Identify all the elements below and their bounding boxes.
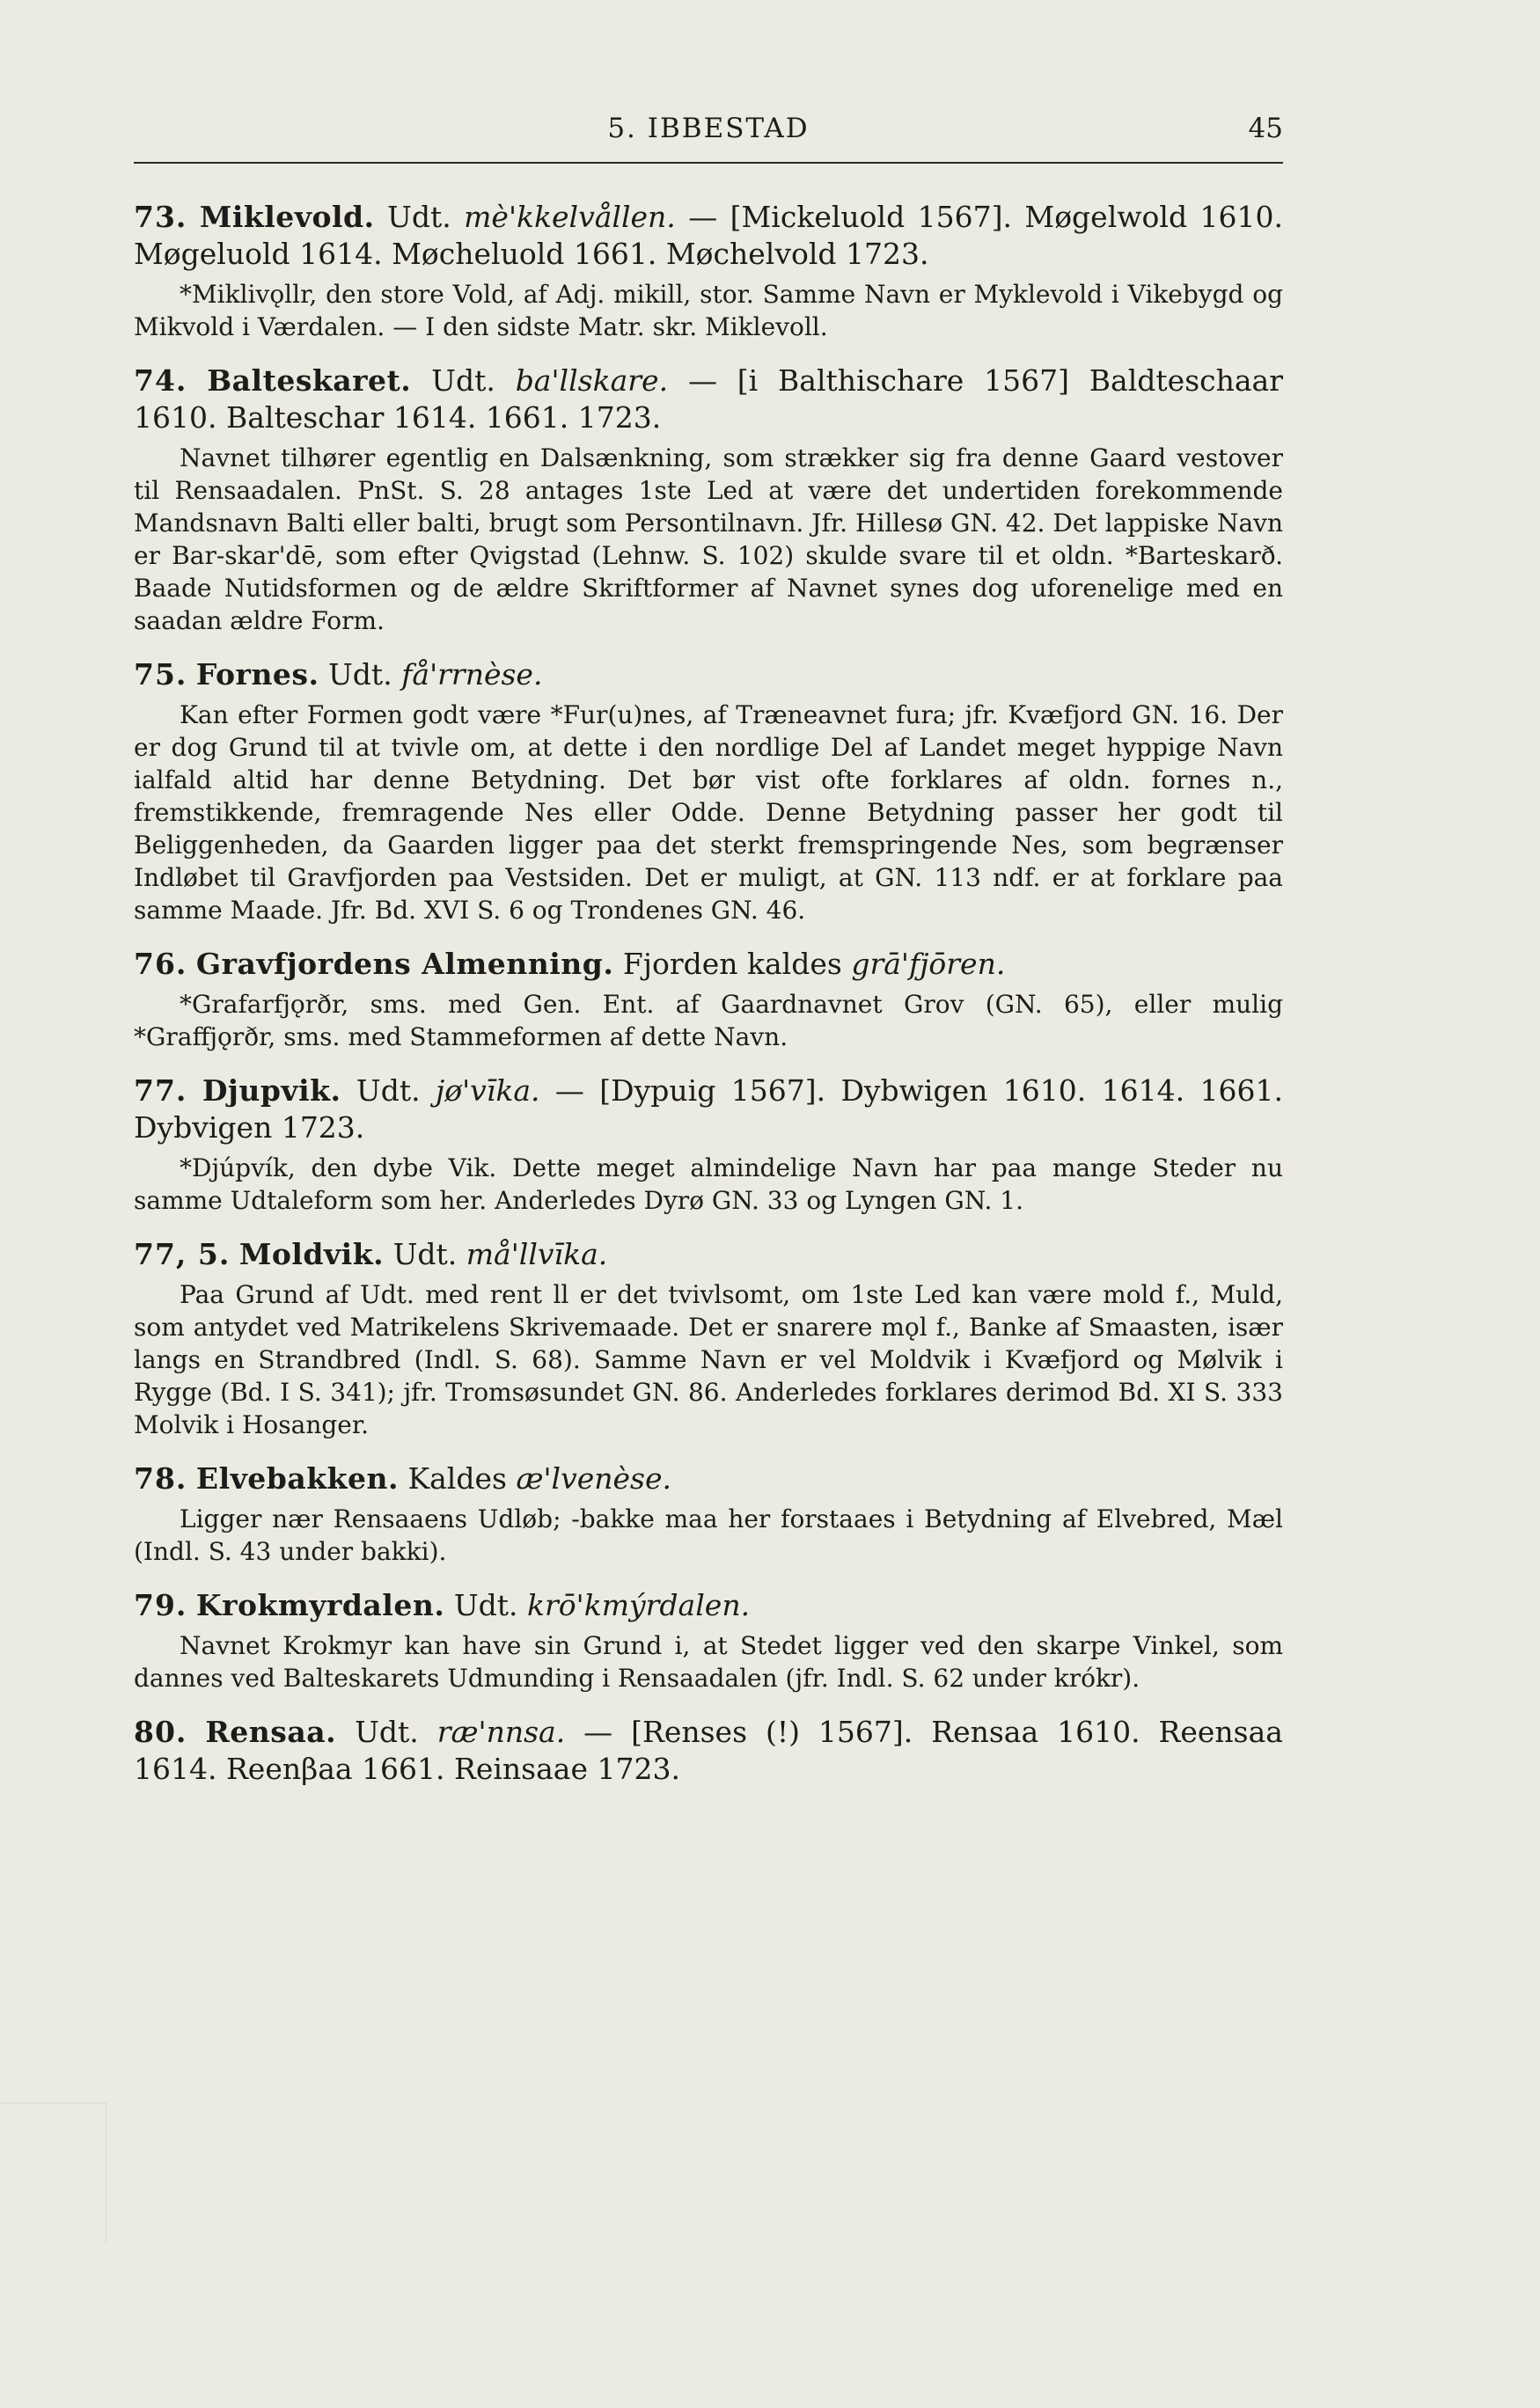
entry-note: Navnet Krokmyr kan have sin Grund i, at Stedet ligger ved den skarpe Vinkel, som dannes ved Balteskarets Udmunding i Rensaadalen (jfr. Indl. S. 62 under krókr). <box>134 1631 1283 1693</box>
running-header <box>134 113 1283 164</box>
pronunciation: æ'lvenèse. <box>516 1461 671 1496</box>
pronunciation: få'rrnèse. <box>401 657 543 692</box>
entry-heading <box>134 199 1283 273</box>
entry-78 <box>134 1460 1283 1568</box>
farm-name: Miklevold. <box>199 200 375 234</box>
pronunciation-prefix: Udt. <box>453 1588 518 1622</box>
pronunciation: må'llvīka. <box>466 1237 608 1271</box>
entry-note: *Djúpvík, den dybe Vik. Dette meget almindelige Navn har paa mange Steder nu samme Udtaleform som her. Anderledes Dyrø GN. 33 og Lyngen GN. 1. <box>134 1153 1283 1215</box>
pronunciation-prefix: Udt. <box>328 657 392 692</box>
entry-number: 77. <box>134 1073 187 1108</box>
entry-number: 77, 5. <box>134 1237 231 1271</box>
entry-note: Navnet tilhører egentlig en Dalsænkning, som strækker sig fra denne Gaard vestover til Rensaadalen. PnSt. S. 28 antages 1ste Led at være det undertiden forekommende Mandsnavn Balti eller balti, brugt som Persontilnavn. Jfr. Hillesø GN. 42. Det lappiske Navn er Bar-skar'dē, som efter Qvigstad (Lehnw. S. 102) skulde svare til et oldn. *Barteskarð. Baade Nutidsformen og de ældre Skriftformer af Navnet synes dog uforenelige med en saadan ældre Form. <box>134 443 1283 635</box>
entries <box>134 199 1283 1788</box>
entry-number: 74. <box>134 363 187 398</box>
entry-76 <box>134 946 1283 1053</box>
entry-number: 73. <box>134 200 187 234</box>
entry-75 <box>134 656 1283 926</box>
entry-number: 80. <box>134 1715 187 1749</box>
entry-heading <box>134 1236 1283 1273</box>
entry-number: 79. <box>134 1588 187 1622</box>
pronunciation-prefix: Udt. <box>355 1715 419 1749</box>
pronunciation-prefix: Udt. <box>356 1073 421 1108</box>
entry-note: *Grafarfjǫrðr, sms. med Gen. Ent. af Gaardnavnet Grov (GN. 65), eller mulig *Graffjǫrðr, sms. med Stammeformen af dette Navn. <box>134 990 1283 1051</box>
farm-name: Gravfjordens Almenning. <box>195 947 614 981</box>
entry-heading <box>134 1714 1283 1788</box>
farm-name: Rensaa. <box>205 1715 337 1749</box>
pronunciation-prefix: Udt. <box>431 363 495 398</box>
entry-heading <box>134 1587 1283 1624</box>
entry-note: Paa Grund af Udt. med rent ll er det tvivlsomt, om 1ste Led kan være mold f., Muld, som antydet ved Matrikelens Skrivemaade. Det er snarere mǫl f., Banke af Smaasten, især langs en Strandbred (Indl. S. 68). Samme Navn er vel Moldvik i Kvæfjord og Mølvik i Rygge (Bd. I S. 341); jfr. Tromsøsundet GN. 86. Anderledes forklares derimod Bd. XI S. 333 Molvik i Hosanger. <box>134 1280 1283 1439</box>
farm-name: Elvebakken. <box>195 1461 399 1496</box>
chapter-title: 5. IBBESTAD <box>607 113 810 144</box>
page <box>134 113 1283 1807</box>
historical-forms: — [Mickeluold 1567]. Møgelwold 1610. Møgeluold 1614. Møcheluold 1661. Møchelvold 1723. <box>134 200 1283 271</box>
entry-79 <box>134 1587 1283 1694</box>
pronunciation: krō'kmýrdalen. <box>527 1588 751 1622</box>
entry-number: 76. <box>134 947 187 981</box>
entry-heading <box>134 362 1283 436</box>
entry-74 <box>134 362 1283 637</box>
entry-heading <box>134 1460 1283 1497</box>
entry-number: 75. <box>134 657 187 692</box>
pronunciation-prefix: Udt. <box>387 200 451 234</box>
pronunciation: grā'fjōren. <box>851 947 1006 981</box>
entry-80 <box>134 1714 1283 1788</box>
entry-heading <box>134 1072 1283 1146</box>
pronunciation-prefix: Udt. <box>392 1237 458 1271</box>
historical-forms: — [Dypuig 1567]. Dybwigen 1610. 1614. 1661. Dybvigen 1723. <box>134 1073 1283 1145</box>
entry-note: *Miklivǫllr, den store Vold, af Adj. mikill, stor. Samme Navn er Myklevold i Vikebygd og Mikvold i Værdalen. — I den sidste Matr. skr. Miklevoll. <box>134 280 1283 341</box>
farm-name: Balteskaret. <box>207 363 412 398</box>
farm-name: Krokmyrdalen. <box>195 1588 445 1622</box>
pronunciation: mè'kkelvållen. <box>464 200 676 234</box>
pronunciation: ræ'nnsa. <box>436 1715 566 1749</box>
farm-name: Moldvik. <box>238 1237 385 1271</box>
pronunciation: ba'llskare. <box>515 363 669 398</box>
historical-forms: — [i Balthischare 1567] Baldteschaar 1610. Balteschar 1614. 1661. 1723. <box>134 363 1283 435</box>
pronunciation-prefix: Kaldes <box>407 1461 507 1496</box>
scan-margin-mark <box>0 2103 106 2244</box>
entry-heading <box>134 656 1283 693</box>
entry-note: Ligger nær Rensaaens Udløb; -bakke maa her forstaaes i Betydning af Elvebred, Mæl (Indl. S. 43 under bakki). <box>134 1504 1283 1566</box>
historical-forms: — [Renses (!) 1567]. Rensaa 1610. Reensaa 1614. Reenβaa 1661. Reinsaae 1723. <box>134 1715 1283 1786</box>
entry-heading <box>134 946 1283 983</box>
entry-77-5 <box>134 1236 1283 1441</box>
entry-number: 78. <box>134 1461 187 1496</box>
pronunciation: jø'vīka. <box>435 1073 540 1108</box>
pronunciation-prefix: Fjorden kaldes <box>622 947 842 981</box>
entry-77 <box>134 1072 1283 1217</box>
entry-73 <box>134 199 1283 343</box>
farm-name: Djupvik. <box>202 1073 341 1108</box>
entry-note: Kan efter Formen godt være *Fur(u)nes, af Træneavnet fura; jfr. Kvæfjord GN. 16. Der er dog Grund til at tvivle om, at dette i den nordlige Del af Landet meget hyppige Navn ialfald altid har denne Betydning. Det bør vist ofte forklares af oldn. fornes n., fremstikkende, fremragende Nes eller Odde. Denne Betydning passer her godt til Beliggenheden, da Gaarden ligger paa det sterkt fremspringende Nes, som begrænser Indløbet til Gravfjorden paa Vestsiden. Det er muligt, at GN. 113 ndf. er at forklare paa samme Maade. Jfr. Bd. XVI S. 6 og Trondenes GN. 46. <box>134 700 1283 925</box>
farm-name: Fornes. <box>195 657 319 692</box>
page-number: 45 <box>1248 113 1283 144</box>
